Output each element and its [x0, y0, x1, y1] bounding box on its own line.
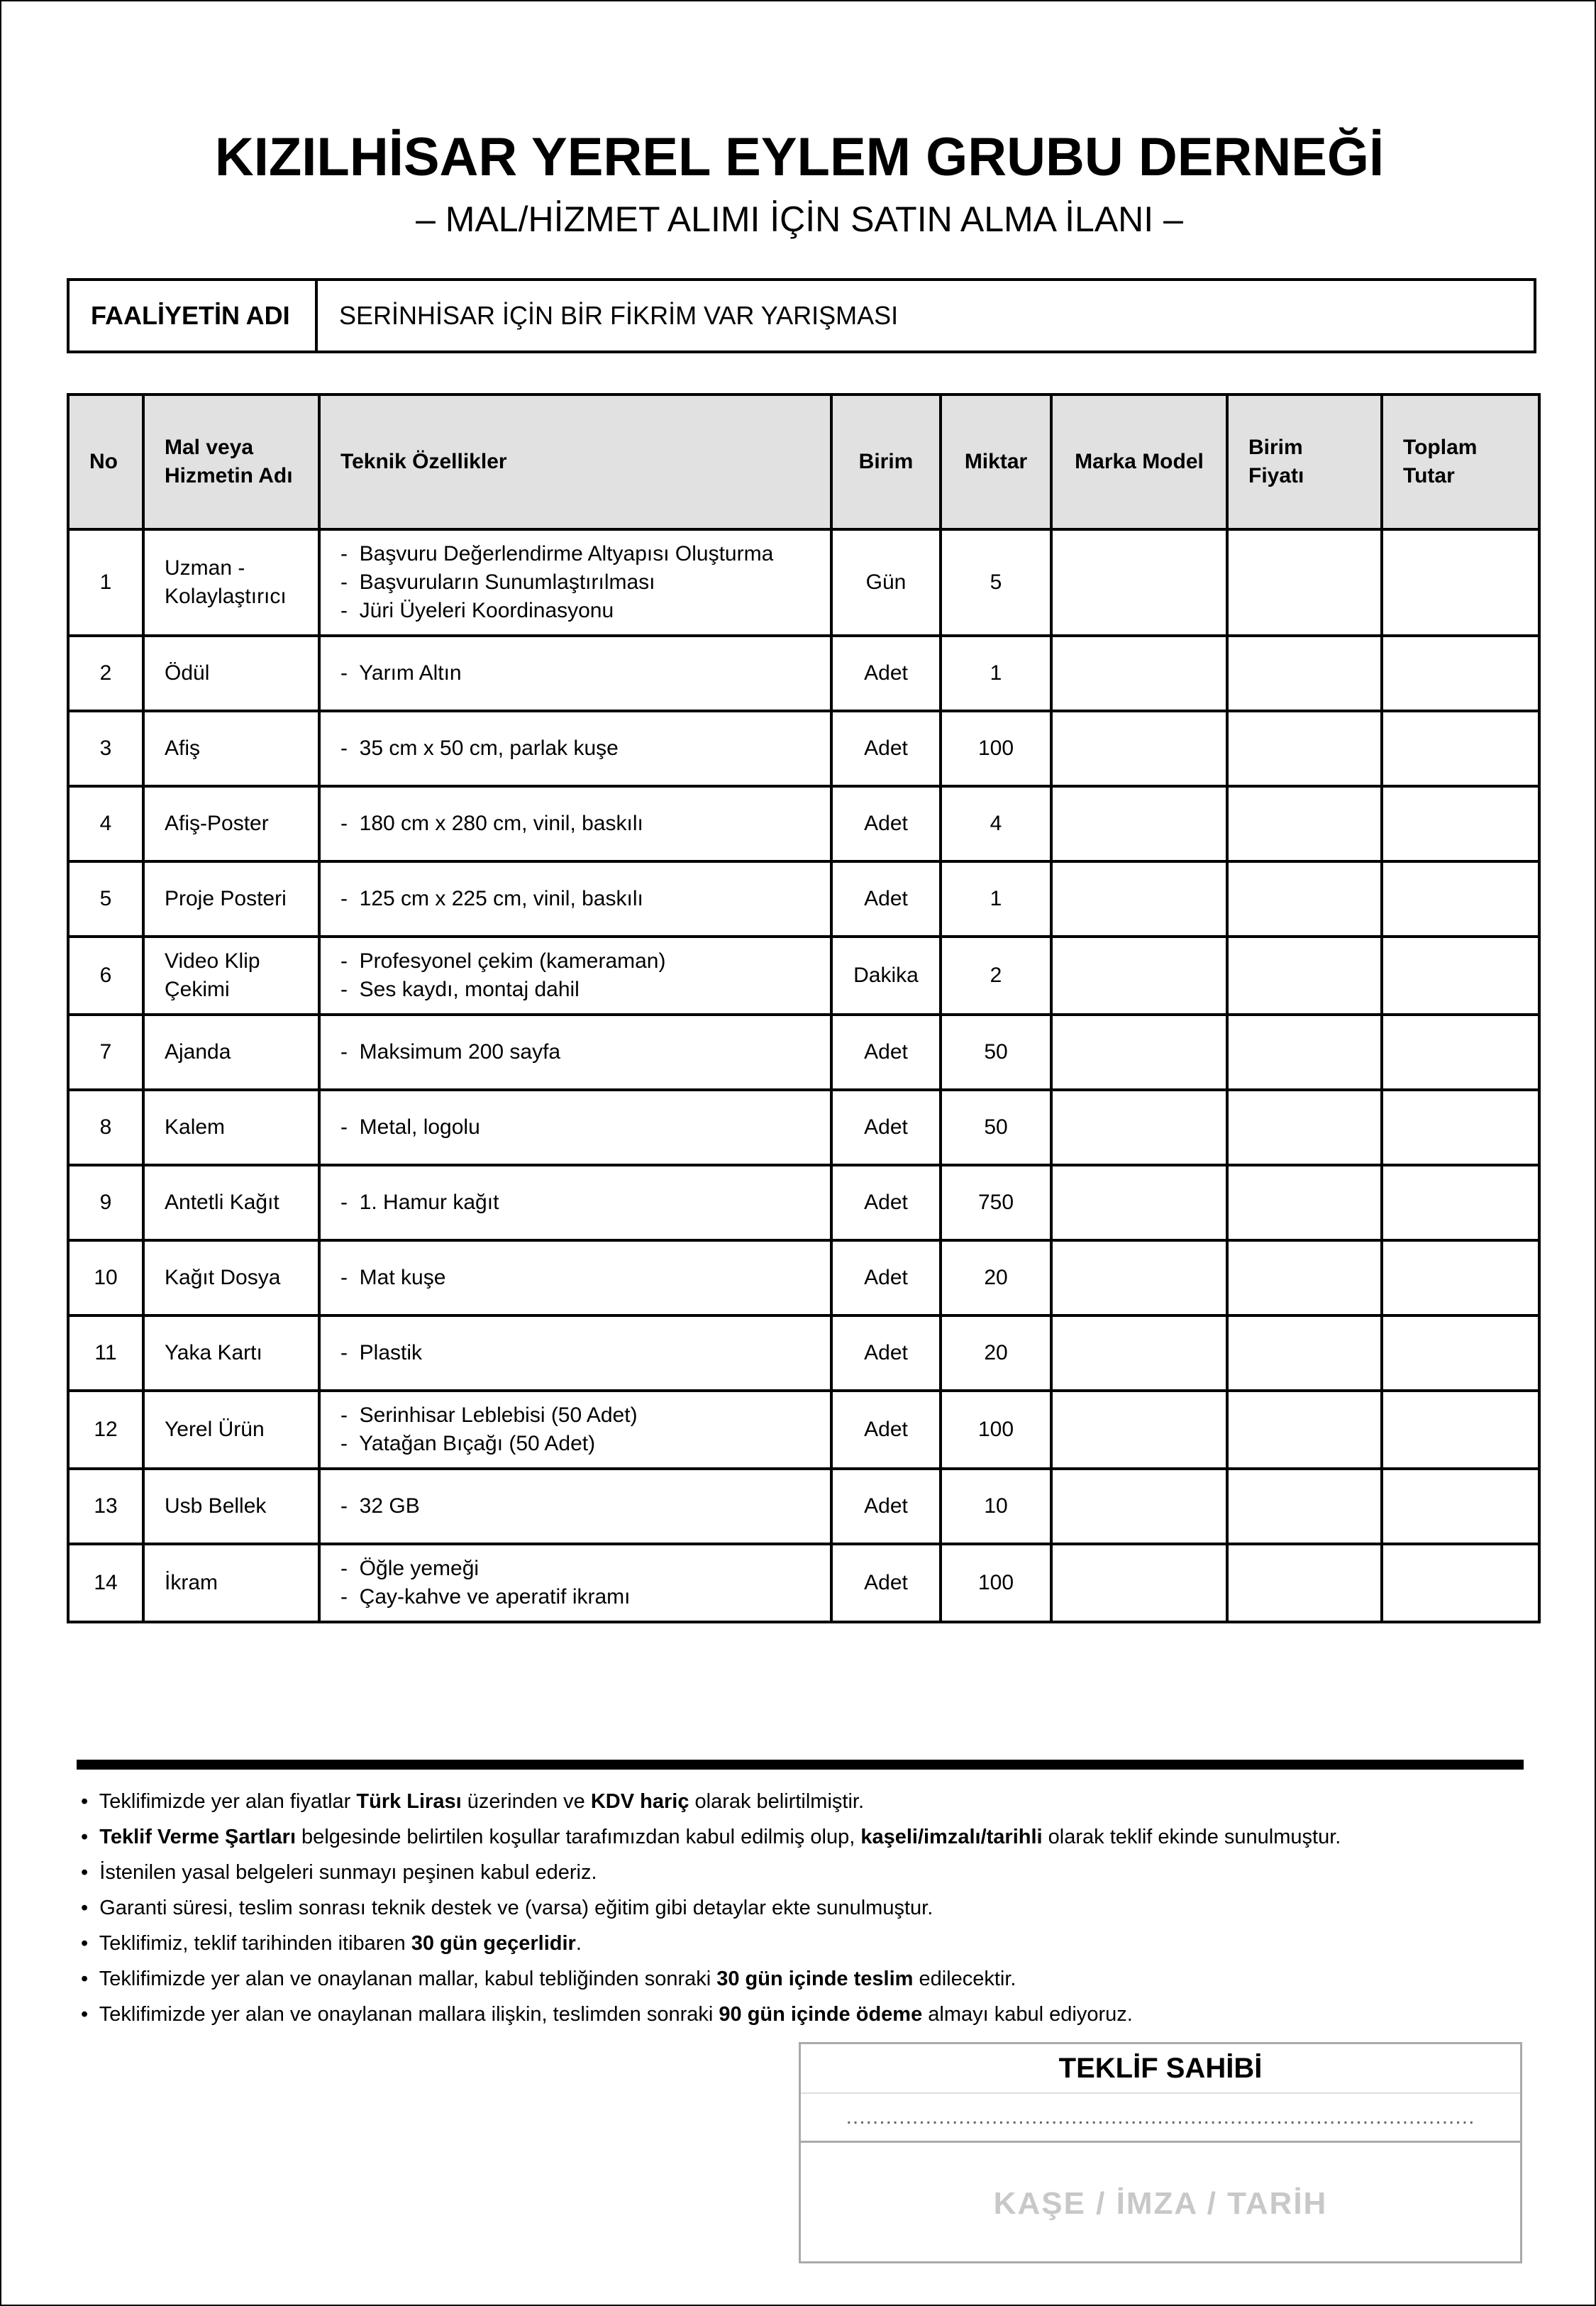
- row-quantity: [941, 937, 1051, 1015]
- organization-title: KIZILHİSAR YEREL EYLEM GRUBU DERNEĞİ: [214, 127, 1385, 187]
- spec-item: - 180 cm x 280 cm, vinil, baskılı: [340, 810, 810, 838]
- item-name-line: Afiş-Poster: [165, 812, 269, 835]
- row-brand-model-cell: [1051, 636, 1227, 711]
- spec-item: - Serinhisar Leblebisi (50 Adet): [340, 1401, 810, 1430]
- header-item-name: Mal veya Hizmetin Adı: [143, 395, 319, 529]
- row-no: [68, 1165, 143, 1240]
- spec-item: - Yarım Altın: [340, 659, 810, 688]
- table-row: [68, 711, 1539, 786]
- row-no: [68, 711, 143, 786]
- row-number: 12: [94, 1418, 118, 1441]
- table-row: [68, 1315, 1539, 1391]
- item-name-line: Proje Posteri: [165, 887, 287, 910]
- item-name-line: Uzman -: [165, 556, 245, 580]
- item-name-line: Yerel Ürün: [165, 1418, 265, 1441]
- row-unit: [831, 1165, 941, 1240]
- row-specs: [319, 1165, 831, 1240]
- row-unit: [831, 1469, 941, 1544]
- quantity-value: 750: [977, 1191, 1014, 1214]
- table-row: [68, 1165, 1539, 1240]
- row-unit: [831, 1090, 941, 1165]
- unit-value: Adet: [864, 1191, 908, 1214]
- row-item-name: [143, 529, 319, 636]
- announcement-subtitle: – MAL/HİZMET ALIMI İÇİN SATIN ALMA İLANI –: [416, 199, 1183, 239]
- quantity-value: 1: [990, 887, 1002, 910]
- row-number: 13: [94, 1494, 118, 1518]
- row-number: 2: [99, 661, 112, 685]
- spec-item: - 1. Hamur kağıt: [340, 1188, 810, 1217]
- row-quantity: [941, 1544, 1051, 1622]
- unit-value: Adet: [864, 1418, 908, 1441]
- unit-value: Adet: [864, 1341, 908, 1364]
- header-no: No: [68, 395, 143, 529]
- row-no: [68, 529, 143, 636]
- item-name-line: Ajanda: [165, 1040, 231, 1064]
- quantity-value: 20: [984, 1266, 1008, 1289]
- row-total-cell: [1382, 1090, 1539, 1165]
- quantity-value: 100: [977, 737, 1014, 760]
- item-name-line: Kalem: [165, 1115, 226, 1139]
- row-specs: [319, 1391, 831, 1469]
- row-unit: [831, 937, 941, 1015]
- spec-item: - Jüri Üyeleri Koordinasyonu: [340, 597, 810, 625]
- row-specs: [319, 1469, 831, 1544]
- row-item-name: [143, 1240, 319, 1315]
- row-quantity: [941, 786, 1051, 861]
- quantity-value: 20: [984, 1341, 1008, 1364]
- table-row: [68, 1015, 1539, 1090]
- row-unit: [831, 861, 941, 937]
- row-number: 1: [99, 570, 112, 594]
- row-number: 14: [94, 1571, 118, 1594]
- spec-item: - 32 GB: [340, 1492, 810, 1521]
- header-unit: Birim: [831, 395, 941, 529]
- row-brand-model-cell: [1051, 786, 1227, 861]
- row-brand-model-cell: [1051, 861, 1227, 937]
- row-unit-price-cell: [1227, 1240, 1382, 1315]
- spec-item: - Öğle yemeği: [340, 1555, 810, 1583]
- row-total-cell: [1382, 861, 1539, 937]
- row-brand-model-cell: [1051, 1469, 1227, 1544]
- row-unit-price-cell: [1227, 1544, 1382, 1622]
- row-total-cell: [1382, 1315, 1539, 1391]
- note-item: • Teklif Verme Şartları belgesinde belirtilen koşullar tarafımızdan kabul edilmiş olup, kaşeli/imzalı/tarihli olarak teklif ekinde sunulmuştur.: [81, 1819, 1528, 1855]
- row-no: [68, 636, 143, 711]
- row-specs: [319, 1090, 831, 1165]
- quantity-value: 10: [984, 1494, 1008, 1518]
- header-unit-price: Birim Fiyatı: [1227, 395, 1382, 529]
- row-unit-price-cell: [1227, 1391, 1382, 1469]
- row-number: 6: [99, 964, 112, 987]
- row-no: [68, 1469, 143, 1544]
- row-unit: [831, 529, 941, 636]
- row-quantity: [941, 1015, 1051, 1090]
- activity-name-box: [67, 278, 1536, 353]
- spec-item: - Ses kaydı, montaj dahil: [340, 976, 810, 1004]
- row-quantity: [941, 1165, 1051, 1240]
- header-total-amount: Toplam Tutar: [1382, 395, 1539, 529]
- row-unit-price-cell: [1227, 636, 1382, 711]
- item-name-line: Usb Bellek: [165, 1494, 267, 1518]
- row-number: 3: [99, 737, 112, 760]
- table-row: [68, 1090, 1539, 1165]
- item-name-line: İkram: [165, 1571, 218, 1594]
- row-no: [68, 1544, 143, 1622]
- unit-value: Gün: [865, 570, 907, 594]
- item-name-line: Ödül: [165, 661, 210, 685]
- table-row: [68, 529, 1539, 636]
- row-specs: [319, 711, 831, 786]
- row-unit-price-cell: [1227, 937, 1382, 1015]
- table-row: [68, 1240, 1539, 1315]
- row-no: [68, 1015, 143, 1090]
- row-quantity: [941, 1391, 1051, 1469]
- row-number: 5: [99, 887, 112, 910]
- row-number: 9: [99, 1191, 112, 1214]
- unit-value: Adet: [864, 1266, 908, 1289]
- unit-value: Adet: [864, 1115, 908, 1139]
- spec-item: - 35 cm x 50 cm, parlak kuşe: [340, 734, 810, 763]
- note-item: • Garanti süresi, teslim sonrası teknik destek ve (varsa) eğitim gibi detaylar ekte sunulmuştur.: [81, 1890, 1528, 1926]
- table-body: [68, 529, 1539, 1622]
- quantity-value: 50: [984, 1040, 1008, 1064]
- row-quantity: [941, 711, 1051, 786]
- row-number: 10: [94, 1266, 118, 1289]
- spec-item: - Maksimum 200 sayfa: [340, 1038, 810, 1066]
- row-item-name: [143, 1469, 319, 1544]
- table-row: [68, 636, 1539, 711]
- unit-value: Adet: [864, 1040, 908, 1064]
- row-unit-price-cell: [1227, 1315, 1382, 1391]
- items-table: [67, 393, 1541, 1623]
- row-specs: [319, 861, 831, 937]
- row-item-name: [143, 636, 319, 711]
- row-total-cell: [1382, 1165, 1539, 1240]
- note-item: • Teklifimiz, teklif tarihinden itibaren 30 gün geçerlidir.: [81, 1926, 1528, 1961]
- item-name-line: Kağıt Dosya: [165, 1266, 281, 1289]
- row-total-cell: [1382, 1544, 1539, 1622]
- row-unit-price-cell: [1227, 786, 1382, 861]
- row-unit: [831, 1544, 941, 1622]
- row-quantity: [941, 636, 1051, 711]
- quantity-value: 100: [977, 1571, 1014, 1594]
- row-total-cell: [1382, 1240, 1539, 1315]
- row-specs: [319, 786, 831, 861]
- row-total-cell: [1382, 711, 1539, 786]
- row-total-cell: [1382, 937, 1539, 1015]
- row-brand-model-cell: [1051, 711, 1227, 786]
- row-brand-model-cell: [1051, 1315, 1227, 1391]
- row-specs: [319, 937, 831, 1015]
- row-quantity: [941, 1240, 1051, 1315]
- activity-label: FAALİYETİN ADI: [70, 281, 318, 351]
- table-header-row: [68, 395, 1539, 529]
- quantity-value: 1: [990, 661, 1002, 685]
- row-item-name: [143, 1165, 319, 1240]
- row-specs: [319, 529, 831, 636]
- row-no: [68, 1391, 143, 1469]
- row-brand-model-cell: [1051, 1165, 1227, 1240]
- row-total-cell: [1382, 1469, 1539, 1544]
- item-name-line: Afiş: [165, 737, 201, 760]
- row-quantity: [941, 1315, 1051, 1391]
- item-name-line: Yaka Kartı: [165, 1341, 262, 1364]
- spec-item: - Yatağan Bıçağı (50 Adet): [340, 1430, 810, 1458]
- unit-value: Adet: [864, 737, 908, 760]
- row-unit-price-cell: [1227, 1090, 1382, 1165]
- row-item-name: [143, 786, 319, 861]
- row-unit: [831, 786, 941, 861]
- row-unit-price-cell: [1227, 1469, 1382, 1544]
- row-total-cell: [1382, 1391, 1539, 1469]
- spec-item: - Plastik: [340, 1339, 810, 1367]
- spec-item: - Profesyonel çekim (kameraman): [340, 947, 810, 976]
- row-specs: [319, 1315, 831, 1391]
- item-name-line: Antetli Kağıt: [165, 1191, 279, 1214]
- item-name-line: Kolaylaştırıcı: [165, 585, 287, 608]
- table-row: [68, 937, 1539, 1015]
- activity-value: SERİNHİSAR İÇİN BİR FİKRİM VAR YARIŞMASI: [339, 301, 899, 330]
- item-name-line: Çekimi: [165, 978, 230, 1001]
- table-row: [68, 786, 1539, 861]
- spec-item: - Metal, logolu: [340, 1113, 810, 1142]
- row-number: 7: [99, 1040, 112, 1064]
- row-item-name: [143, 1090, 319, 1165]
- header-quantity: Miktar: [941, 395, 1051, 529]
- table-row: [68, 861, 1539, 937]
- bidder-title: TEKLİF SAHİBİ: [801, 2044, 1520, 2094]
- row-total-cell: [1382, 636, 1539, 711]
- item-name-line: Video Klip: [165, 949, 260, 973]
- row-item-name: [143, 1391, 319, 1469]
- row-unit: [831, 1015, 941, 1090]
- quantity-value: 50: [984, 1115, 1008, 1139]
- row-specs: [319, 1240, 831, 1315]
- unit-value: Adet: [864, 887, 908, 910]
- table-row: [68, 1391, 1539, 1469]
- row-total-cell: [1382, 529, 1539, 636]
- row-unit-price-cell: [1227, 861, 1382, 937]
- section-divider: [77, 1760, 1524, 1770]
- row-specs: [319, 1015, 831, 1090]
- quantity-value: 100: [977, 1418, 1014, 1441]
- row-total-cell: [1382, 786, 1539, 861]
- row-unit-price-cell: [1227, 711, 1382, 786]
- row-unit: [831, 1315, 941, 1391]
- row-unit-price-cell: [1227, 529, 1382, 636]
- table-row: [68, 1469, 1539, 1544]
- row-number: 4: [99, 812, 112, 835]
- row-brand-model-cell: [1051, 1544, 1227, 1622]
- quantity-value: 5: [990, 570, 1002, 594]
- row-brand-model-cell: [1051, 937, 1227, 1015]
- row-item-name: [143, 1315, 319, 1391]
- unit-value: Adet: [864, 812, 908, 835]
- row-specs: [319, 636, 831, 711]
- row-unit-price-cell: [1227, 1015, 1382, 1090]
- row-item-name: [143, 937, 319, 1015]
- quantity-value: 2: [990, 964, 1002, 987]
- row-quantity: [941, 861, 1051, 937]
- row-specs: [319, 1544, 831, 1622]
- row-brand-model-cell: [1051, 1240, 1227, 1315]
- quantity-value: 4: [990, 812, 1002, 835]
- bidder-signature-box: [799, 2042, 1522, 2263]
- bidder-name-line: ...............................................................................................: [801, 2094, 1520, 2143]
- row-number: 8: [99, 1115, 112, 1139]
- row-no: [68, 937, 143, 1015]
- row-item-name: [143, 1015, 319, 1090]
- row-quantity: [941, 529, 1051, 636]
- row-item-name: [143, 1544, 319, 1622]
- row-unit: [831, 636, 941, 711]
- row-unit: [831, 1240, 941, 1315]
- header-technical-specs: Teknik Özellikler: [319, 395, 831, 529]
- row-no: [68, 1315, 143, 1391]
- note-item: • Teklifimizde yer alan ve onaylanan mallara ilişkin, teslimden sonraki 90 gün içinde ödeme almayı kabul ediyoruz.: [81, 1997, 1528, 2032]
- row-no: [68, 1240, 143, 1315]
- row-number: 11: [94, 1341, 117, 1364]
- spec-item: - Başvuruların Sunumlaştırılması: [340, 568, 810, 597]
- row-brand-model-cell: [1051, 529, 1227, 636]
- row-brand-model-cell: [1051, 1391, 1227, 1469]
- table-row: [68, 1544, 1539, 1622]
- note-item: • Teklifimizde yer alan ve onaylanan mallar, kabul tebliğinden sonraki 30 gün içinde teslim edilecektir.: [81, 1961, 1528, 1997]
- stamp-signature-date-area: KAŞE / İMZA / TARİH: [993, 2186, 1328, 2221]
- row-item-name: [143, 861, 319, 937]
- note-item: • Teklifimizde yer alan fiyatlar Türk Lirası üzerinden ve KDV hariç olarak belirtilmiştir.: [81, 1784, 1528, 1819]
- row-unit-price-cell: [1227, 1165, 1382, 1240]
- row-item-name: [143, 711, 319, 786]
- row-quantity: [941, 1469, 1051, 1544]
- spec-item: - Başvuru Değerlendirme Altyapısı Oluşturma: [340, 540, 810, 568]
- row-total-cell: [1382, 1015, 1539, 1090]
- spec-item: - Çay-kahve ve aperatif ikramı: [340, 1583, 810, 1611]
- header-brand-model: Marka Model: [1051, 395, 1227, 529]
- unit-value: Adet: [864, 1494, 908, 1518]
- row-unit: [831, 1391, 941, 1469]
- unit-value: Adet: [864, 1571, 908, 1594]
- row-quantity: [941, 1090, 1051, 1165]
- spec-item: - Mat kuşe: [340, 1264, 810, 1292]
- row-no: [68, 786, 143, 861]
- row-no: [68, 861, 143, 937]
- row-unit: [831, 711, 941, 786]
- row-no: [68, 1090, 143, 1165]
- row-brand-model-cell: [1051, 1015, 1227, 1090]
- note-item: • İstenilen yasal belgeleri sunmayı peşinen kabul ederiz.: [81, 1855, 1528, 1890]
- row-brand-model-cell: [1051, 1090, 1227, 1165]
- terms-list: [81, 1784, 1528, 2032]
- unit-value: Dakika: [853, 964, 919, 987]
- unit-value: Adet: [864, 661, 908, 685]
- spec-item: - 125 cm x 225 cm, vinil, baskılı: [340, 885, 810, 913]
